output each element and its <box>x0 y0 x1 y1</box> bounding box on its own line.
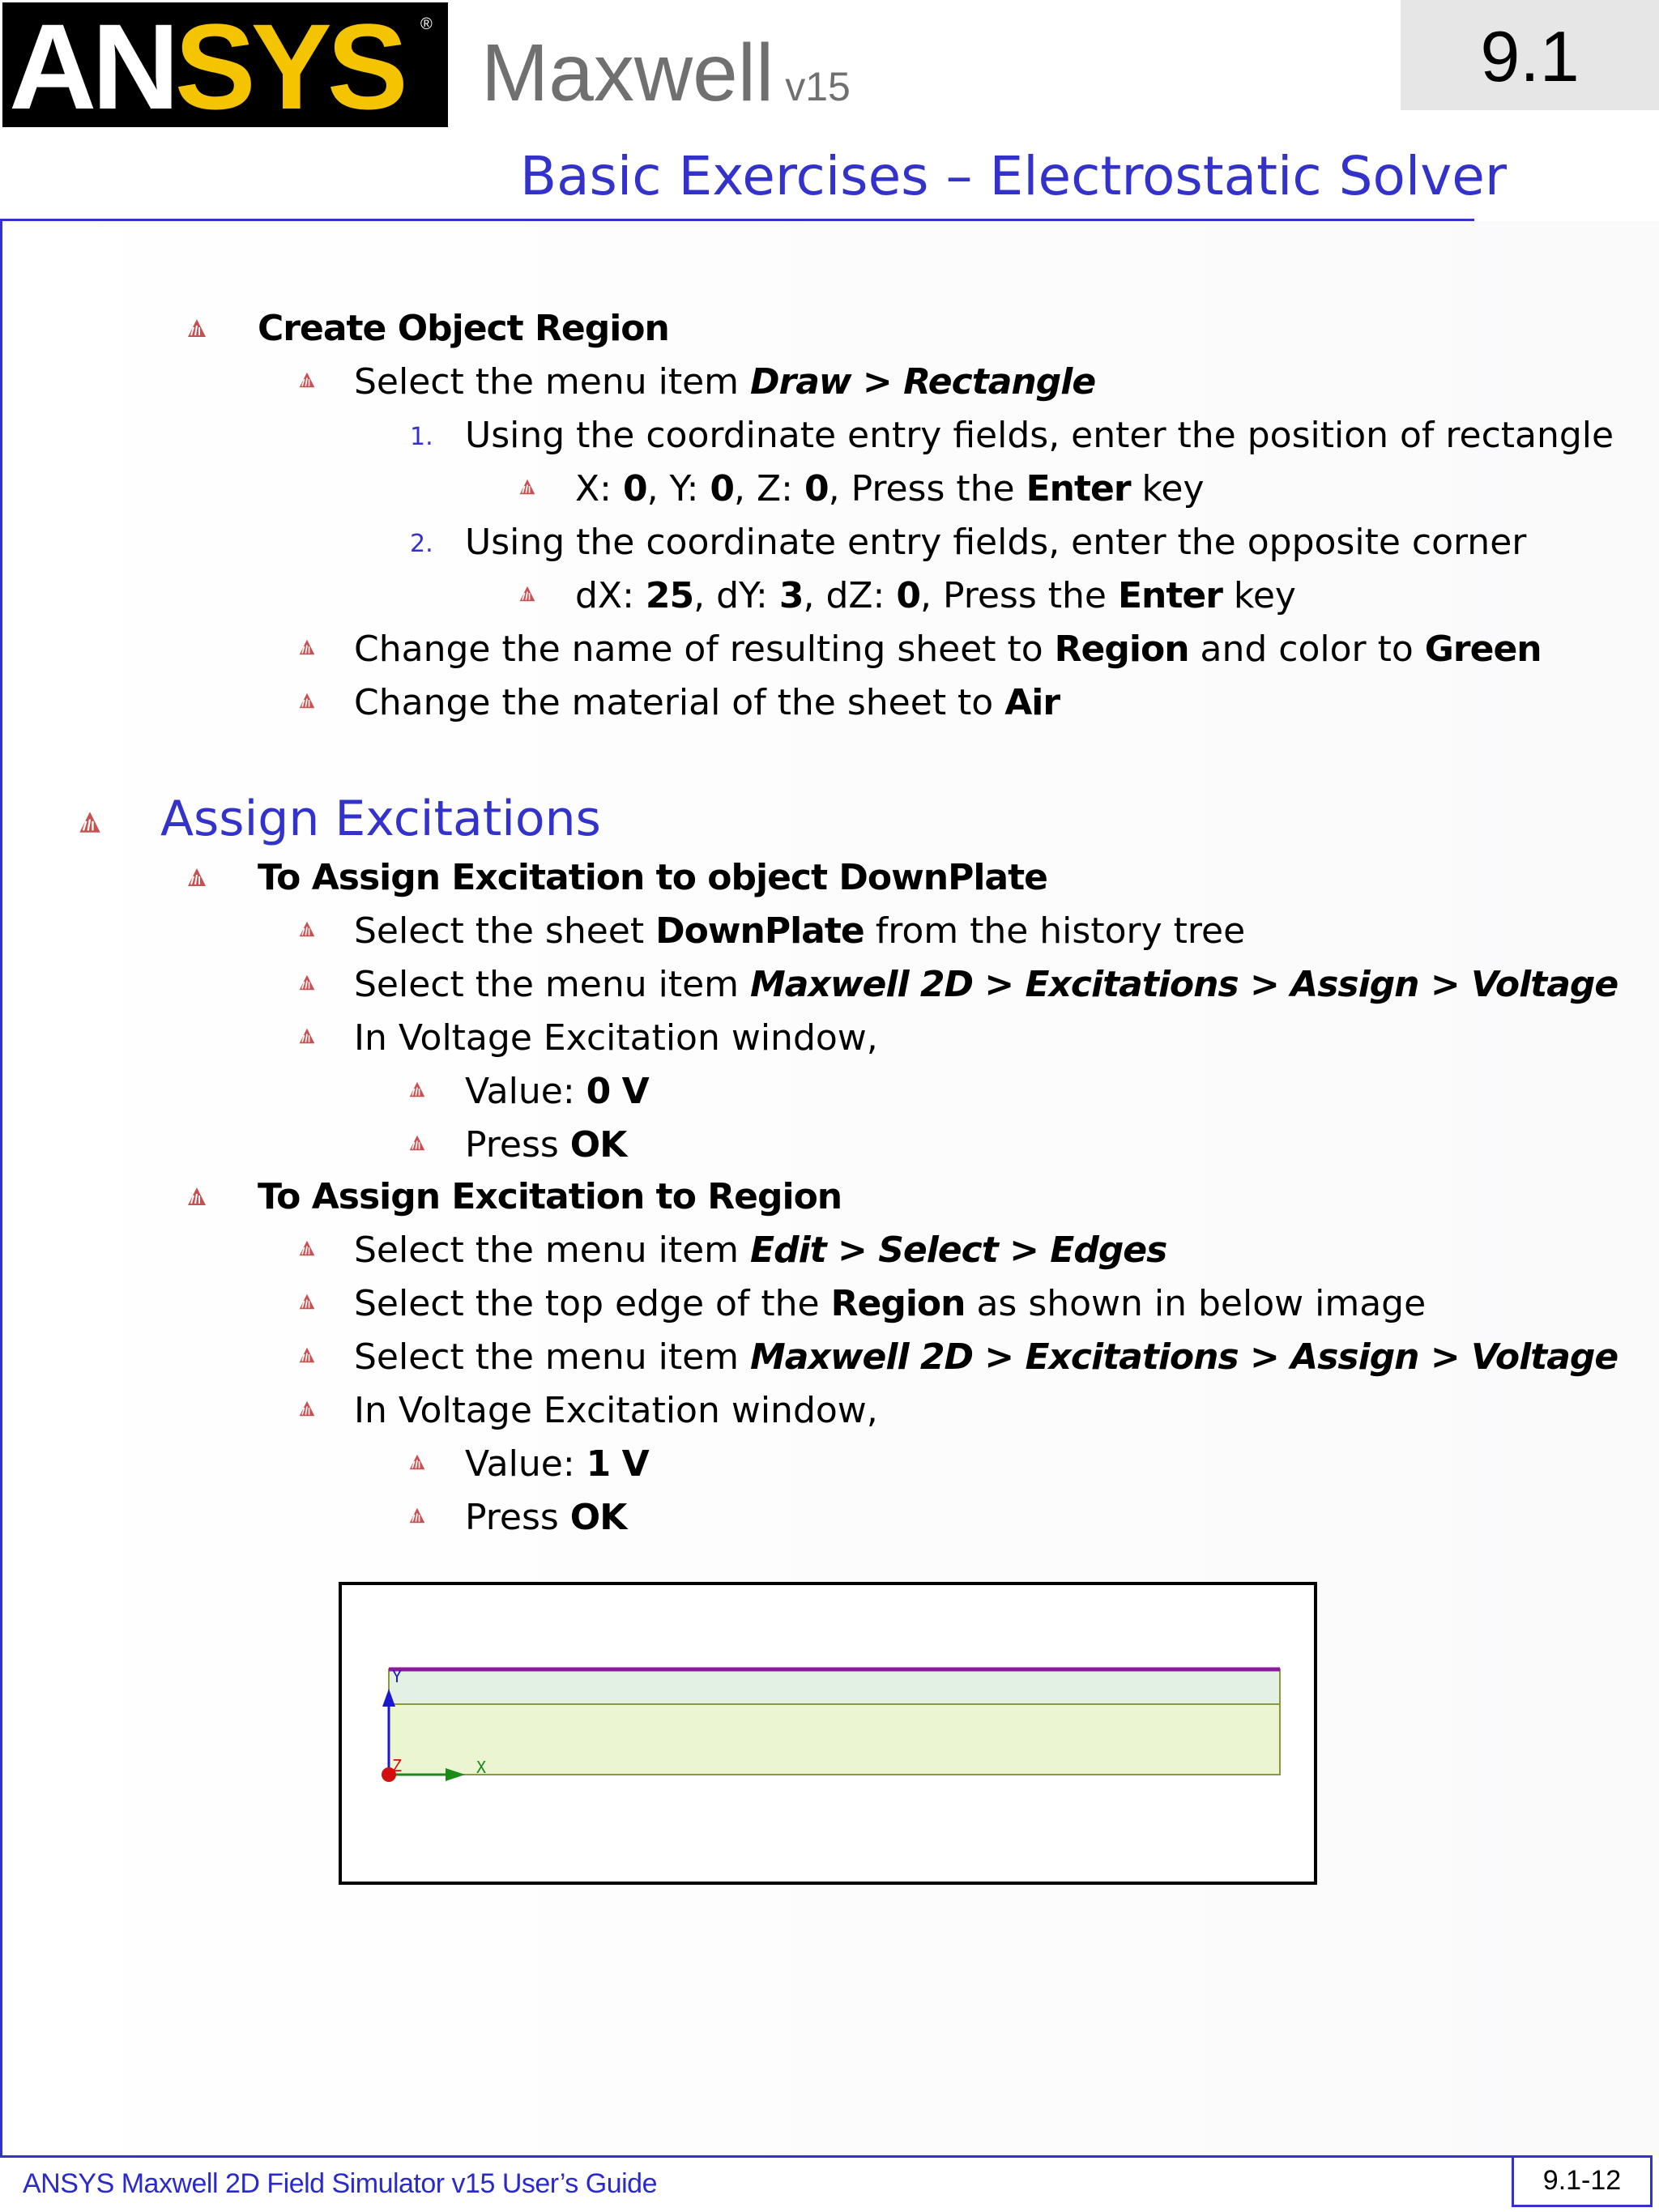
list-number: 2. <box>410 530 433 558</box>
modeler-view <box>342 1585 1314 1882</box>
logo-wordmark: ANSYS <box>9 0 403 134</box>
menu-path: Draw > Rectangle <box>750 361 1096 403</box>
ansys-logo <box>2 0 448 134</box>
bullet-icon <box>298 692 316 710</box>
logo-registered-mark: ® <box>420 15 433 33</box>
list-number: 1. <box>410 423 433 451</box>
bullet-icon <box>298 1346 316 1364</box>
left-border <box>0 219 2 2158</box>
bullet-icon <box>298 974 316 991</box>
bullet-icon <box>408 1453 426 1471</box>
bullet-icon <box>518 478 536 496</box>
menu-path: Edit > Select > Edges <box>750 1230 1167 1271</box>
product-version: v15 <box>785 64 851 109</box>
z-axis-label: Z <box>392 1756 403 1775</box>
bullet-icon <box>408 1080 426 1098</box>
bullet-icon <box>298 920 316 938</box>
bullet-icon <box>298 1239 316 1257</box>
chapter-number: 9.1 <box>1480 16 1580 96</box>
footer-guide-title: ANSYS Maxwell 2D Field Simulator v15 User’s Guide <box>23 2168 657 2199</box>
document-page: ANSYS ® Maxwell v15 9.1 Basic Exercises – Electrostatic Solver Create Object Region Select the menu item Draw > Rectangle 1. Using the coordinate entry fields, enter the position of rectangle X: 0, Y: 0, Z: 0, Press the Enter key 2. Using the coordinate entry fields, enter the opposite corner dX: 25, dY: 3, dZ: 0, Press the Enter key Change the name of resulting sheet to Region and color to Green Change the material of the sheet to Air Assign Excitations To Assign Excitation to object DownPlate Select the sheet DownPlate from the history tree Select the menu item Maxwell 2D > Excitations > Assign > Voltage In Voltage Excitation window, Value: 0 V Press OK To Assign Excitation to Region Select the menu item Edit > Select > Edges Select the top edge of the Region as shown in below image Select the menu item Maxwell 2D > Excitations > Assign > Voltage In Voltage Excitation window, Value: 1 V Press OK Y X Z ANSYS Maxwell 2D Field Simulator v15 User’s Guide 9.1-12 <box>0 0 1659 2212</box>
title-divider <box>0 219 1474 221</box>
bullet-icon <box>298 1027 316 1045</box>
bullet-icon <box>298 1293 316 1311</box>
menu-path: Maxwell 2D > Excitations > Assign > Voltage <box>750 1336 1618 1378</box>
menu-path: Maxwell 2D > Excitations > Assign > Voltage <box>750 964 1618 1005</box>
footer-divider <box>0 2155 1512 2158</box>
x-axis-label: X <box>476 1758 487 1777</box>
bullet-icon <box>408 1134 426 1152</box>
bullet-icon <box>298 1400 316 1417</box>
y-axis-label: Y <box>392 1667 403 1686</box>
region-edge-figure <box>339 1582 1317 1885</box>
bullet-icon <box>298 371 316 389</box>
chapter-badge <box>1401 0 1659 110</box>
bullet-icon <box>186 318 207 339</box>
bullet-icon <box>408 1507 426 1524</box>
page-number: 9.1-12 <box>1512 2155 1653 2207</box>
bullet-icon <box>298 638 316 656</box>
bullet-icon <box>78 810 102 834</box>
bullet-icon <box>518 585 536 603</box>
bullet-icon <box>186 867 207 888</box>
bullet-icon <box>186 1186 207 1207</box>
downplate-band <box>390 1671 1278 1703</box>
product-name: Maxwell v15 <box>481 28 851 118</box>
page-title: Basic Exercises – Electrostatic Solver <box>519 145 1507 207</box>
